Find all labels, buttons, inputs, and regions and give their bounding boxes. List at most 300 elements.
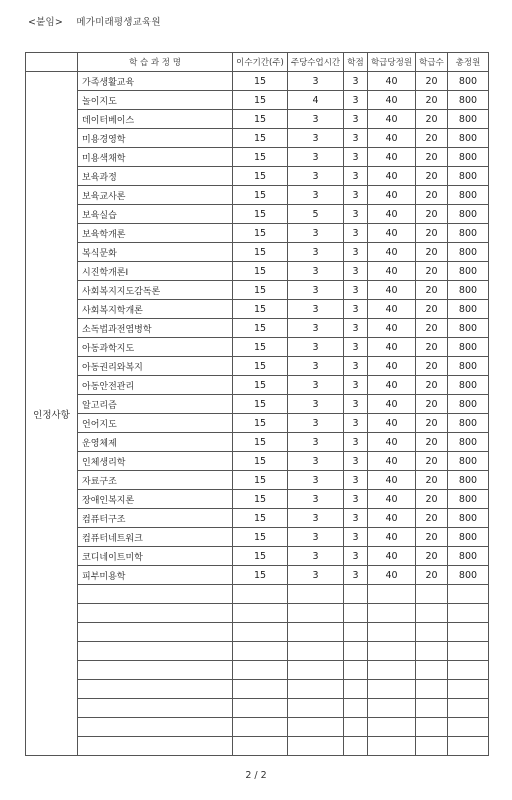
cell-class-capacity: 40 bbox=[368, 509, 416, 528]
cell-credits bbox=[344, 699, 368, 718]
header-class-capacity: 학급당정원 bbox=[368, 53, 416, 72]
header-course-name: 학 습 과 정 명 bbox=[78, 53, 233, 72]
table-row bbox=[26, 205, 489, 224]
cell-course-name: 보육실습 bbox=[78, 205, 233, 224]
cell-course-name: 아동과학지도 bbox=[78, 338, 233, 357]
cell-credits: 3 bbox=[344, 205, 368, 224]
cell-credits: 3 bbox=[344, 338, 368, 357]
cell-weekly-hours bbox=[288, 642, 344, 661]
cell-credits: 3 bbox=[344, 395, 368, 414]
cell-course-name: 알고리즘 bbox=[78, 395, 233, 414]
cell-course-name: 아동안전관리 bbox=[78, 376, 233, 395]
header-class-count: 학급수 bbox=[416, 53, 448, 72]
cell-class-count: 20 bbox=[416, 281, 448, 300]
cell-class-capacity: 40 bbox=[368, 300, 416, 319]
cell-weekly-hours: 3 bbox=[288, 186, 344, 205]
cell-duration: 15 bbox=[233, 319, 288, 338]
cell-duration: 15 bbox=[233, 167, 288, 186]
cell-class-capacity: 40 bbox=[368, 433, 416, 452]
cell-total-capacity: 800 bbox=[448, 205, 489, 224]
course-table bbox=[25, 52, 489, 756]
cell-class-count bbox=[416, 661, 448, 680]
cell-weekly-hours: 3 bbox=[288, 281, 344, 300]
cell-total-capacity bbox=[448, 737, 489, 756]
cell-duration: 15 bbox=[233, 148, 288, 167]
cell-weekly-hours: 5 bbox=[288, 205, 344, 224]
cell-class-count bbox=[416, 623, 448, 642]
cell-course-name bbox=[78, 661, 233, 680]
cell-class-capacity: 40 bbox=[368, 414, 416, 433]
cell-total-capacity: 800 bbox=[448, 338, 489, 357]
table-row bbox=[26, 262, 489, 281]
cell-duration bbox=[233, 604, 288, 623]
cell-total-capacity: 800 bbox=[448, 148, 489, 167]
cell-weekly-hours: 3 bbox=[288, 452, 344, 471]
cell-class-count bbox=[416, 680, 448, 699]
table-row bbox=[26, 699, 489, 718]
cell-class-count: 20 bbox=[416, 414, 448, 433]
cell-class-count: 20 bbox=[416, 319, 448, 338]
cell-duration: 15 bbox=[233, 91, 288, 110]
cell-total-capacity: 800 bbox=[448, 376, 489, 395]
cell-weekly-hours: 3 bbox=[288, 224, 344, 243]
cell-total-capacity: 800 bbox=[448, 167, 489, 186]
cell-course-name bbox=[78, 585, 233, 604]
cell-total-capacity bbox=[448, 623, 489, 642]
cell-course-name: 장애인복지론 bbox=[78, 490, 233, 509]
cell-duration bbox=[233, 737, 288, 756]
cell-weekly-hours: 3 bbox=[288, 262, 344, 281]
cell-total-capacity: 800 bbox=[448, 281, 489, 300]
cell-class-capacity: 40 bbox=[368, 110, 416, 129]
cell-duration bbox=[233, 623, 288, 642]
table-row bbox=[26, 72, 489, 91]
cell-duration: 15 bbox=[233, 376, 288, 395]
table-row bbox=[26, 129, 489, 148]
cell-duration: 15 bbox=[233, 452, 288, 471]
header-category bbox=[26, 53, 78, 72]
cell-weekly-hours: 3 bbox=[288, 566, 344, 585]
cell-total-capacity: 800 bbox=[448, 490, 489, 509]
cell-duration: 15 bbox=[233, 509, 288, 528]
cell-class-count: 20 bbox=[416, 262, 448, 281]
cell-class-capacity bbox=[368, 585, 416, 604]
table-row bbox=[26, 319, 489, 338]
cell-course-name: 언어지도 bbox=[78, 414, 233, 433]
table-row bbox=[26, 414, 489, 433]
cell-credits: 3 bbox=[344, 509, 368, 528]
cell-credits: 3 bbox=[344, 566, 368, 585]
cell-class-count bbox=[416, 718, 448, 737]
cell-course-name: 컴퓨터네트워크 bbox=[78, 528, 233, 547]
cell-class-count: 20 bbox=[416, 471, 448, 490]
cell-credits: 3 bbox=[344, 319, 368, 338]
cell-class-capacity: 40 bbox=[368, 167, 416, 186]
cell-duration: 15 bbox=[233, 395, 288, 414]
table-row bbox=[26, 680, 489, 699]
cell-class-capacity: 40 bbox=[368, 338, 416, 357]
cell-course-name: 운영체제 bbox=[78, 433, 233, 452]
cell-class-count: 20 bbox=[416, 528, 448, 547]
cell-duration: 15 bbox=[233, 72, 288, 91]
cell-weekly-hours: 3 bbox=[288, 471, 344, 490]
cell-credits bbox=[344, 680, 368, 699]
header-weekly-hours: 주당수업시간 bbox=[288, 53, 344, 72]
cell-class-capacity bbox=[368, 661, 416, 680]
cell-total-capacity: 800 bbox=[448, 414, 489, 433]
cell-credits: 3 bbox=[344, 129, 368, 148]
cell-total-capacity: 800 bbox=[448, 243, 489, 262]
cell-class-capacity: 40 bbox=[368, 91, 416, 110]
cell-credits: 3 bbox=[344, 414, 368, 433]
cell-duration bbox=[233, 661, 288, 680]
cell-weekly-hours bbox=[288, 737, 344, 756]
cell-weekly-hours bbox=[288, 661, 344, 680]
cell-weekly-hours: 3 bbox=[288, 338, 344, 357]
cell-total-capacity: 800 bbox=[448, 300, 489, 319]
cell-course-name bbox=[78, 699, 233, 718]
cell-class-count: 20 bbox=[416, 243, 448, 262]
cell-course-name: 피부미용학 bbox=[78, 566, 233, 585]
cell-credits: 3 bbox=[344, 72, 368, 91]
cell-total-capacity: 800 bbox=[448, 319, 489, 338]
cell-duration bbox=[233, 680, 288, 699]
cell-duration bbox=[233, 585, 288, 604]
cell-credits: 3 bbox=[344, 110, 368, 129]
cell-total-capacity: 800 bbox=[448, 547, 489, 566]
cell-duration: 15 bbox=[233, 471, 288, 490]
cell-weekly-hours: 3 bbox=[288, 300, 344, 319]
cell-class-capacity: 40 bbox=[368, 72, 416, 91]
cell-weekly-hours: 3 bbox=[288, 547, 344, 566]
cell-duration: 15 bbox=[233, 186, 288, 205]
institution-title: 메가미래평생교육원 bbox=[76, 17, 161, 28]
cell-weekly-hours: 3 bbox=[288, 357, 344, 376]
cell-credits: 3 bbox=[344, 148, 368, 167]
cell-total-capacity bbox=[448, 642, 489, 661]
cell-total-capacity: 800 bbox=[448, 357, 489, 376]
cell-credits: 3 bbox=[344, 452, 368, 471]
table-row bbox=[26, 604, 489, 623]
cell-course-name bbox=[78, 604, 233, 623]
cell-class-count: 20 bbox=[416, 205, 448, 224]
cell-duration bbox=[233, 699, 288, 718]
cell-total-capacity bbox=[448, 661, 489, 680]
cell-total-capacity: 800 bbox=[448, 509, 489, 528]
cell-total-capacity: 800 bbox=[448, 433, 489, 452]
cell-duration: 15 bbox=[233, 490, 288, 509]
document-header bbox=[28, 14, 171, 28]
cell-weekly-hours bbox=[288, 718, 344, 737]
cell-class-count: 20 bbox=[416, 72, 448, 91]
cell-class-count: 20 bbox=[416, 167, 448, 186]
cell-class-count bbox=[416, 604, 448, 623]
cell-total-capacity: 800 bbox=[448, 129, 489, 148]
cell-class-capacity: 40 bbox=[368, 319, 416, 338]
cell-class-capacity bbox=[368, 680, 416, 699]
cell-class-capacity: 40 bbox=[368, 547, 416, 566]
cell-class-count: 20 bbox=[416, 129, 448, 148]
cell-weekly-hours: 3 bbox=[288, 433, 344, 452]
cell-weekly-hours: 3 bbox=[288, 129, 344, 148]
cell-weekly-hours bbox=[288, 699, 344, 718]
cell-class-capacity: 40 bbox=[368, 262, 416, 281]
cell-duration: 15 bbox=[233, 129, 288, 148]
cell-class-count bbox=[416, 737, 448, 756]
cell-total-capacity: 800 bbox=[448, 262, 489, 281]
table-row bbox=[26, 376, 489, 395]
cell-class-count bbox=[416, 585, 448, 604]
cell-class-count: 20 bbox=[416, 224, 448, 243]
cell-duration: 15 bbox=[233, 110, 288, 129]
cell-course-name: 보육학개론 bbox=[78, 224, 233, 243]
cell-credits: 3 bbox=[344, 547, 368, 566]
cell-class-count: 20 bbox=[416, 490, 448, 509]
cell-duration: 15 bbox=[233, 281, 288, 300]
table-row bbox=[26, 224, 489, 243]
cell-weekly-hours: 3 bbox=[288, 490, 344, 509]
attachment-tag: <붙임> bbox=[28, 17, 64, 28]
cell-total-capacity: 800 bbox=[448, 186, 489, 205]
cell-class-count bbox=[416, 699, 448, 718]
header-duration: 이수기간(주) bbox=[233, 53, 288, 72]
cell-course-name: 미용색채학 bbox=[78, 148, 233, 167]
cell-credits: 3 bbox=[344, 167, 368, 186]
cell-course-name: 인체생리학 bbox=[78, 452, 233, 471]
cell-course-name: 보육과정 bbox=[78, 167, 233, 186]
cell-credits bbox=[344, 718, 368, 737]
cell-weekly-hours: 3 bbox=[288, 509, 344, 528]
cell-credits: 3 bbox=[344, 91, 368, 110]
cell-weekly-hours bbox=[288, 604, 344, 623]
table-row bbox=[26, 148, 489, 167]
cell-class-count: 20 bbox=[416, 566, 448, 585]
cell-duration: 15 bbox=[233, 433, 288, 452]
table-row bbox=[26, 338, 489, 357]
cell-class-count: 20 bbox=[416, 452, 448, 471]
cell-class-count: 20 bbox=[416, 300, 448, 319]
cell-weekly-hours: 3 bbox=[288, 319, 344, 338]
cell-duration: 15 bbox=[233, 300, 288, 319]
cell-total-capacity: 800 bbox=[448, 566, 489, 585]
cell-duration: 15 bbox=[233, 357, 288, 376]
cell-course-name: 보육교사론 bbox=[78, 186, 233, 205]
cell-weekly-hours: 3 bbox=[288, 528, 344, 547]
cell-class-capacity: 40 bbox=[368, 281, 416, 300]
cell-credits bbox=[344, 642, 368, 661]
cell-weekly-hours bbox=[288, 585, 344, 604]
cell-course-name: 사회복지학개론 bbox=[78, 300, 233, 319]
cell-class-count: 20 bbox=[416, 433, 448, 452]
cell-class-count: 20 bbox=[416, 509, 448, 528]
cell-total-capacity bbox=[448, 604, 489, 623]
table-row bbox=[26, 281, 489, 300]
cell-total-capacity: 800 bbox=[448, 72, 489, 91]
table-row bbox=[26, 509, 489, 528]
cell-duration: 15 bbox=[233, 224, 288, 243]
cell-credits: 3 bbox=[344, 376, 368, 395]
cell-class-capacity: 40 bbox=[368, 452, 416, 471]
cell-class-capacity: 40 bbox=[368, 376, 416, 395]
cell-duration: 15 bbox=[233, 243, 288, 262]
cell-course-name: 아동권리와복지 bbox=[78, 357, 233, 376]
page-number: 2 / 2 bbox=[245, 770, 267, 781]
cell-total-capacity bbox=[448, 585, 489, 604]
cell-credits: 3 bbox=[344, 186, 368, 205]
table-row bbox=[26, 452, 489, 471]
cell-weekly-hours bbox=[288, 623, 344, 642]
cell-weekly-hours bbox=[288, 680, 344, 699]
table-row bbox=[26, 91, 489, 110]
table-row bbox=[26, 661, 489, 680]
table-row bbox=[26, 585, 489, 604]
table-row bbox=[26, 167, 489, 186]
table-row bbox=[26, 243, 489, 262]
cell-duration bbox=[233, 718, 288, 737]
cell-class-count: 20 bbox=[416, 547, 448, 566]
cell-credits bbox=[344, 737, 368, 756]
cell-class-capacity bbox=[368, 699, 416, 718]
cell-credits: 3 bbox=[344, 357, 368, 376]
cell-class-count: 20 bbox=[416, 357, 448, 376]
cell-class-capacity: 40 bbox=[368, 205, 416, 224]
cell-class-capacity: 40 bbox=[368, 490, 416, 509]
cell-credits bbox=[344, 661, 368, 680]
cell-duration: 15 bbox=[233, 547, 288, 566]
cell-duration: 15 bbox=[233, 414, 288, 433]
cell-class-capacity: 40 bbox=[368, 129, 416, 148]
cell-total-capacity bbox=[448, 699, 489, 718]
cell-credits: 3 bbox=[344, 281, 368, 300]
cell-weekly-hours: 3 bbox=[288, 414, 344, 433]
cell-credits: 3 bbox=[344, 528, 368, 547]
cell-course-name: 컴퓨터구조 bbox=[78, 509, 233, 528]
table-row bbox=[26, 547, 489, 566]
table-body bbox=[26, 72, 489, 756]
cell-duration: 15 bbox=[233, 338, 288, 357]
category-cell: 인정사항 bbox=[26, 72, 78, 756]
cell-total-capacity: 800 bbox=[448, 110, 489, 129]
cell-duration: 15 bbox=[233, 566, 288, 585]
cell-class-capacity: 40 bbox=[368, 186, 416, 205]
cell-class-capacity bbox=[368, 718, 416, 737]
cell-course-name: 복식문화 bbox=[78, 243, 233, 262]
cell-total-capacity: 800 bbox=[448, 91, 489, 110]
cell-class-capacity: 40 bbox=[368, 471, 416, 490]
cell-total-capacity: 800 bbox=[448, 471, 489, 490]
cell-course-name: 놀이지도 bbox=[78, 91, 233, 110]
cell-class-capacity bbox=[368, 623, 416, 642]
cell-class-count: 20 bbox=[416, 338, 448, 357]
cell-weekly-hours: 3 bbox=[288, 110, 344, 129]
cell-duration bbox=[233, 642, 288, 661]
cell-total-capacity bbox=[448, 680, 489, 699]
table-row bbox=[26, 186, 489, 205]
cell-class-count: 20 bbox=[416, 376, 448, 395]
table-row bbox=[26, 471, 489, 490]
cell-weekly-hours: 3 bbox=[288, 167, 344, 186]
cell-course-name: 사회복지지도감독론 bbox=[78, 281, 233, 300]
table-row bbox=[26, 528, 489, 547]
cell-total-capacity: 800 bbox=[448, 452, 489, 471]
cell-weekly-hours: 3 bbox=[288, 72, 344, 91]
cell-class-capacity bbox=[368, 642, 416, 661]
cell-credits: 3 bbox=[344, 300, 368, 319]
cell-weekly-hours: 3 bbox=[288, 243, 344, 262]
table-row bbox=[26, 642, 489, 661]
cell-total-capacity: 800 bbox=[448, 395, 489, 414]
cell-total-capacity: 800 bbox=[448, 528, 489, 547]
table-header-row bbox=[26, 53, 489, 72]
header-credits: 학점 bbox=[344, 53, 368, 72]
table-row bbox=[26, 357, 489, 376]
cell-class-capacity bbox=[368, 604, 416, 623]
cell-weekly-hours: 3 bbox=[288, 376, 344, 395]
cell-course-name: 코디네이트미학 bbox=[78, 547, 233, 566]
table-row bbox=[26, 395, 489, 414]
cell-course-name: 자료구조 bbox=[78, 471, 233, 490]
table-row bbox=[26, 300, 489, 319]
cell-class-count: 20 bbox=[416, 148, 448, 167]
cell-class-capacity: 40 bbox=[368, 357, 416, 376]
cell-class-count: 20 bbox=[416, 110, 448, 129]
cell-class-capacity: 40 bbox=[368, 566, 416, 585]
cell-duration: 15 bbox=[233, 262, 288, 281]
table-row bbox=[26, 737, 489, 756]
cell-course-name: 소독법과전염병학 bbox=[78, 319, 233, 338]
cell-class-count: 20 bbox=[416, 91, 448, 110]
cell-class-capacity bbox=[368, 737, 416, 756]
cell-credits bbox=[344, 604, 368, 623]
cell-total-capacity: 800 bbox=[448, 224, 489, 243]
cell-credits: 3 bbox=[344, 262, 368, 281]
cell-course-name bbox=[78, 642, 233, 661]
cell-course-name bbox=[78, 737, 233, 756]
table-row bbox=[26, 718, 489, 737]
cell-class-count: 20 bbox=[416, 186, 448, 205]
cell-total-capacity bbox=[448, 718, 489, 737]
cell-course-name bbox=[78, 680, 233, 699]
cell-class-capacity: 40 bbox=[368, 243, 416, 262]
cell-class-capacity: 40 bbox=[368, 395, 416, 414]
cell-course-name: 데이터베이스 bbox=[78, 110, 233, 129]
cell-course-name bbox=[78, 623, 233, 642]
cell-course-name bbox=[78, 718, 233, 737]
cell-credits: 3 bbox=[344, 490, 368, 509]
cell-duration: 15 bbox=[233, 205, 288, 224]
cell-class-capacity: 40 bbox=[368, 528, 416, 547]
cell-class-count bbox=[416, 642, 448, 661]
cell-class-count: 20 bbox=[416, 395, 448, 414]
cell-credits: 3 bbox=[344, 433, 368, 452]
cell-credits bbox=[344, 585, 368, 604]
table-row bbox=[26, 623, 489, 642]
table-row bbox=[26, 490, 489, 509]
header-total-capacity: 총정원 bbox=[448, 53, 489, 72]
cell-course-name: 미용경영학 bbox=[78, 129, 233, 148]
cell-duration: 15 bbox=[233, 528, 288, 547]
cell-course-name: 시진학개론Ⅰ bbox=[78, 262, 233, 281]
cell-credits: 3 bbox=[344, 243, 368, 262]
cell-credits: 3 bbox=[344, 471, 368, 490]
cell-class-capacity: 40 bbox=[368, 148, 416, 167]
cell-course-name: 가족생활교육 bbox=[78, 72, 233, 91]
table-row bbox=[26, 566, 489, 585]
cell-credits bbox=[344, 623, 368, 642]
cell-weekly-hours: 3 bbox=[288, 395, 344, 414]
table-row bbox=[26, 110, 489, 129]
cell-weekly-hours: 3 bbox=[288, 148, 344, 167]
